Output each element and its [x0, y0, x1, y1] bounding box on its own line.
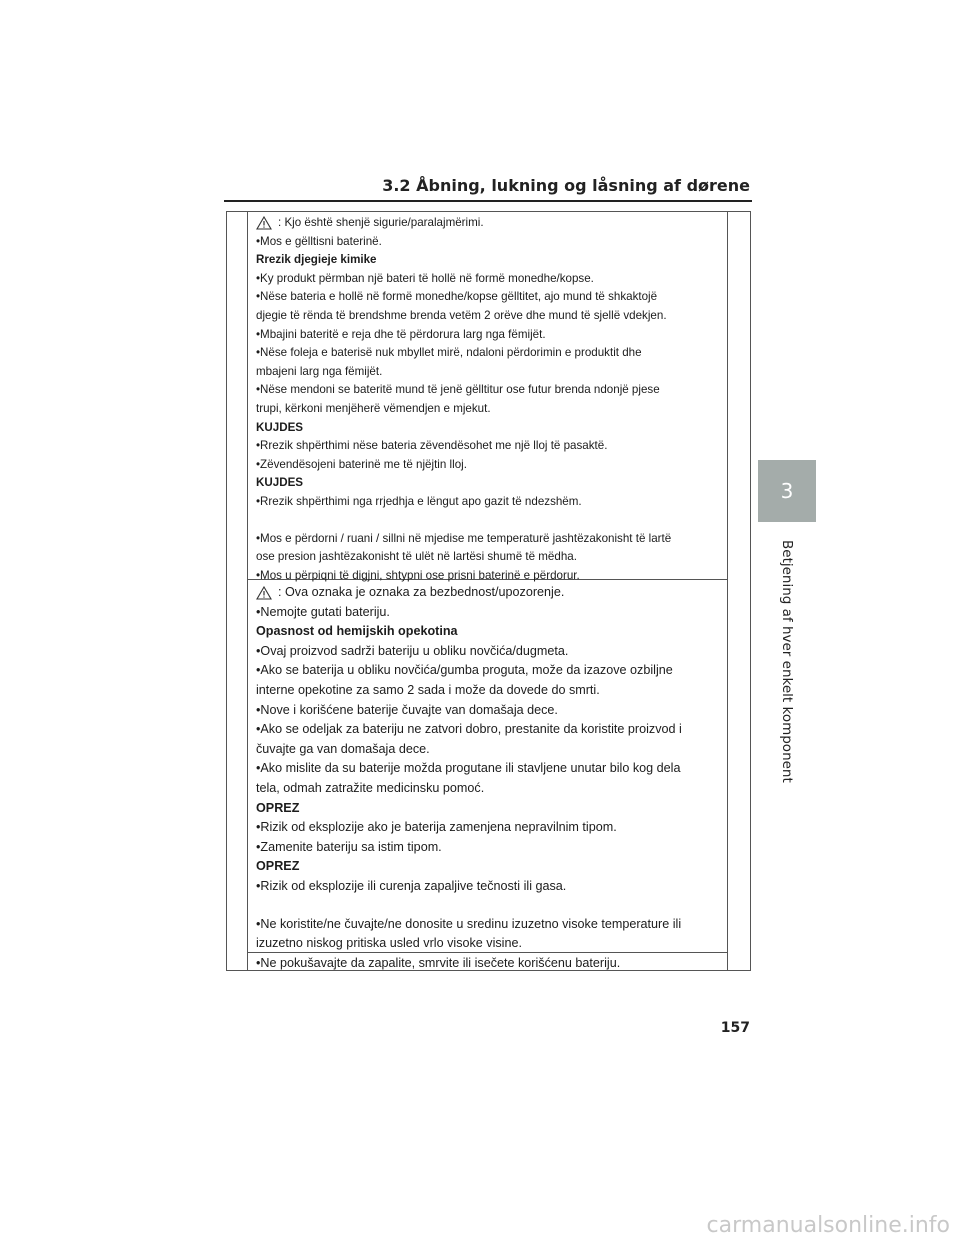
box-inner-left-line: [247, 212, 248, 970]
text-line: djegie të rënda të brendshme brenda vetëm 2 orëve dhe mund të sjellë vdekjen.: [256, 308, 667, 322]
warning-triangle-icon: [256, 586, 272, 600]
warning-triangle-icon: [256, 216, 272, 230]
subheading: OPREZ: [256, 800, 300, 815]
text-line: •Ako mislite da su baterije možda progutane ili stavljene unutar bilo kog dela: [256, 761, 681, 776]
text-line: čuvajte ga van domašaja dece.: [256, 741, 430, 756]
subheading: Rrezik djegieje kimike: [256, 253, 377, 267]
text-line: izuzetno niskog pritiska usled vrlo visoke visine.: [256, 936, 522, 951]
text-line: •Ako se baterija u obliku novčića/gumba proguta, može da izazove ozbiljne: [256, 663, 673, 678]
text-line: •Ky produkt përmban një bateri të hollë në formë monedhe/kopse.: [256, 271, 594, 285]
watermark: carmanualsonline.info: [706, 1213, 950, 1238]
albanian-warning-section: [256, 214, 722, 585]
subheading: Opasnost od hemijskih opekotina: [256, 624, 458, 639]
text-line: •Zëvendësojeni baterinë me të njëjtin lloj.: [256, 457, 467, 471]
text-line: ose presion jashtëzakonisht të ulët në lartësi shumë të mëdha.: [256, 550, 577, 564]
warning-heading-text: : Ova oznaka je oznaka za bezbednost/upozorenje.: [278, 585, 565, 599]
text-line: •Mos e gëlltisni baterinë.: [256, 234, 382, 248]
blank-line: [256, 897, 722, 915]
text-line: •Ne koristite/ne čuvajte/ne donosite u sredinu izuzetno visoke temperature ili: [256, 916, 682, 931]
serbian-warning-section: [256, 583, 722, 973]
text-line: •Nove i korišćene baterije čuvajte van domašaja dece.: [256, 702, 558, 717]
subheading: KUJDES: [256, 476, 304, 490]
text-line: •Ne pokušavajte da zapalite, smrvite ili isečete korišćenu bateriju.: [256, 955, 621, 970]
text-line: •Nëse foleja e baterisë nuk mbyllet mirë, ndaloni përdorimin e produktit dhe: [256, 346, 642, 360]
text-line: mbajeni larg nga fëmijët.: [256, 364, 383, 378]
text-line: •Ovaj proizvod sadrži bateriju u obliku novčića/dugmeta.: [256, 643, 569, 658]
chapter-number: 3: [780, 479, 794, 503]
text-line: •Nëse bateria e hollë në formë monedhe/kopse gëlltitet, ajo mund të shkaktojë: [256, 290, 658, 304]
text-line: •Ako se odeljak za bateriju ne zatvori dobro, prestanite da koristite proizvod i: [256, 722, 682, 737]
warning-heading-row: [256, 214, 722, 233]
text-line: interne opekotine za samo 2 sada i može da dovede do smrti.: [256, 682, 600, 697]
box-inner-right-line: [727, 212, 728, 970]
text-line: •Rrezik shpërthimi nga rrjedhja e lëngut apo gazit të ndezshëm.: [256, 494, 582, 508]
text-line: •Nëse mendoni se bateritë mund të jenë gëlltitur ose futur brenda ndonjë pjese: [256, 383, 660, 397]
header-rule: [224, 200, 752, 202]
page-number: 157: [720, 1020, 750, 1036]
section-header-title: 3.2 Åbning, lukning og låsning af dørene: [382, 176, 750, 195]
text-line: trupi, kërkoni menjëherë vëmendjen e mjekut.: [256, 401, 491, 415]
text-line: •Rizik od eksplozije ako je baterija zamenjena nepravilnim tipom.: [256, 820, 617, 835]
text-line: tela, odmah zatražite medicinsku pomoć.: [256, 780, 485, 795]
blank-line: [256, 512, 722, 530]
chapter-tab: [758, 460, 816, 522]
text-line: •Rizik od eksplozije ili curenja zapaljive tečnosti ili gasa.: [256, 878, 567, 893]
text-line: •Mos u përpiqni të digjni, shtypni ose prisni baterinë e përdorur.: [256, 568, 580, 582]
warning-heading-text: : Kjo është shenjë sigurie/paralajmërimi.: [278, 216, 484, 229]
chapter-side-text: Betjening af hver enkelt komponent: [779, 540, 795, 783]
text-line: •Zamenite bateriju sa istim tipom.: [256, 839, 442, 854]
subheading: OPREZ: [256, 859, 300, 874]
text-line: •Mbajini bateritë e reja dhe të përdorura larg nga fëmijët.: [256, 327, 546, 341]
text-line: •Mos e përdorni / ruani / sillni në mjedise me temperaturë jashtëzakonisht të lartë: [256, 531, 672, 545]
text-line: •Rrezik shpërthimi nëse bateria zëvendësohet me një lloj të pasaktë.: [256, 439, 608, 453]
text-line: •Nemojte gutati bateriju.: [256, 604, 390, 619]
warning-heading-row: [256, 583, 722, 603]
subheading: KUJDES: [256, 420, 304, 434]
